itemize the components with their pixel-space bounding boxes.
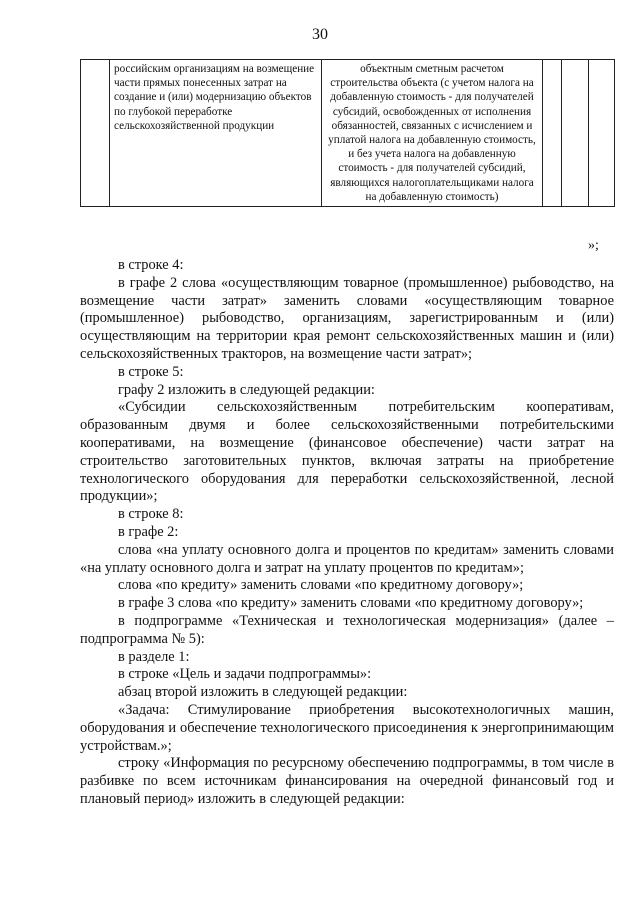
paragraph: слова «на уплату основного долга и процентов по кредитам» заменить словами «на уплату основного долга и затрат на уплату процентов по кредитам»;	[80, 541, 614, 576]
paragraph: «Задача: Стимулирование приобретения высокотехнологичных машин, оборудования и обеспечение технологического присоединения к энергопринимающим устройствам.»;	[80, 701, 614, 754]
table-cell-empty	[543, 60, 562, 207]
paragraph: абзац второй изложить в следующей редакции:	[118, 684, 408, 701]
paragraph: в графе 2:	[118, 523, 179, 540]
paragraph: слова «по кредиту» заменить словами «по кредитному договору»;	[118, 577, 524, 594]
paragraph: в графе 3 слова «по кредиту» заменить словами «по кредитному договору»;	[118, 595, 584, 612]
paragraph: в строке 5:	[118, 363, 184, 380]
paragraph: графу 2 изложить в следующей редакции:	[118, 381, 375, 398]
table-cell-number	[81, 60, 110, 207]
amendment-text	[80, 257, 614, 809]
closing-quote: »;	[588, 238, 599, 253]
paragraph: в разделе 1:	[118, 648, 190, 665]
paragraph: в строке 4:	[118, 257, 184, 273]
paragraph: «Субсидии сельскохозяйственным потребительским кооперативам, образованным двумя и более сельскохозяйственными потребительскими кооперативами, на возмещение (финансовое обеспечение) части затрат на строительство заготовительных пунктов, включая затраты на приобретение технологического оборудования для переработки сельскохозяйственной, лесной продукции»;	[80, 399, 614, 505]
paragraph: строку «Информация по ресурсному обеспечению подпрограммы, в том числе в разбивке по всем источникам финансирования на очередной финансовый год и плановый период» изложить в следующей редакции:	[80, 755, 614, 807]
table-cell-empty	[562, 60, 589, 207]
table-cell-calculation-basis: объектным сметным расчетом строительства объекта (с учетом налога на добавленную стоимость - для получателей субсидий, освобожденных от исполнения обязанностей, связанных с исчислением и уплатой налога на добавленную стоимость, и без учета налога на добавленную стоимость - для получателей субсидий, являющихся налогоплательщиками налога на добавленную стоимость)	[321, 60, 543, 207]
table-cell-subsidy-name: российским организациям на возмещение части прямых понесенных затрат на создание и (или) модернизацию объектов по глубокой переработке сельскохозяйственной продукции	[110, 60, 322, 207]
paragraph: в подпрограмме «Техническая и технологическая модернизация» (далее – подпрограмма № 5):	[80, 612, 614, 647]
continuation-table	[80, 59, 615, 207]
page-number: 30	[312, 26, 328, 43]
table-cell-empty	[589, 60, 615, 207]
paragraph: в строке 8:	[118, 506, 184, 523]
table-row	[81, 60, 615, 207]
paragraph: в графе 2 слова «осуществляющим товарное (промышленное) рыбоводство, на возмещение части затрат» заменить словами «осуществляющим товарное (промышленное) рыбоводство, организациям, зарегистрированным и (или) осуществляющим на территории края ремонт сельскохозяйственных машин и (или) сельскохозяйственных тракторов, на возмещение части затрат»;	[80, 274, 614, 362]
paragraph: в строке «Цель и задачи подпрограммы»:	[118, 666, 372, 683]
